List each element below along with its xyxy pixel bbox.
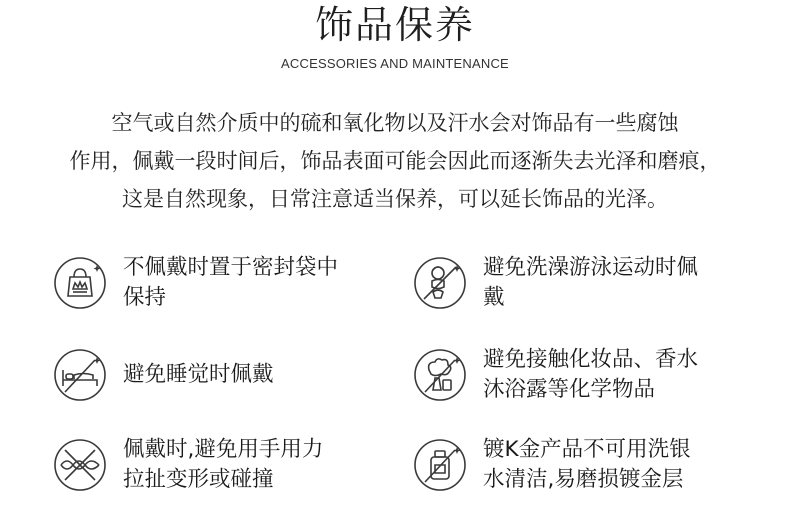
tip-text-line: 镀K金产品不可用洗银	[483, 437, 691, 462]
page-subtitle: ACCESSORIES AND MAINTENANCE	[281, 56, 509, 71]
storage-bag-icon	[53, 256, 107, 310]
tip-sealed-bag	[53, 248, 338, 318]
tip-text-line: 拉扯变形或碰撞	[123, 467, 274, 492]
no-sleeping-icon	[53, 348, 107, 402]
tip-text-line: 水清洁,易磨损镀金层	[483, 467, 684, 492]
tip-text-line: 避免接触化妆品、香水	[483, 347, 699, 372]
tip-text-line: 避免洗澡游泳运动时佩	[483, 255, 699, 280]
tip-text-line: 避免睡觉时佩戴	[123, 362, 274, 387]
tip-no-cosmetics	[413, 340, 698, 410]
tip-text-line: 沐浴露等化学物品	[483, 377, 656, 402]
tip-text-line: 佩戴时,避免用手用力	[123, 437, 324, 462]
no-cosmetics-icon	[413, 348, 467, 402]
intro-line: 作用，佩戴一段时间后，饰品表面可能会因此而逐渐失去光泽和磨痕，	[69, 149, 721, 173]
no-swimming-icon	[413, 256, 467, 310]
no-pulling-icon	[53, 438, 107, 492]
tip-no-silver-cleaner	[413, 430, 691, 500]
tip-no-swimming	[413, 248, 698, 318]
tip-no-sleeping	[53, 340, 274, 410]
tip-text-line: 保持	[123, 285, 167, 310]
tip-text-line: 不佩戴时置于密封袋中	[123, 255, 339, 280]
tip-text-line: 戴	[483, 285, 505, 310]
intro-paragraph	[0, 104, 790, 218]
tip-no-pulling	[53, 430, 323, 500]
intro-line: 这是自然现象，日常注意适当保养，可以延长饰品的光泽。	[122, 187, 668, 211]
no-silver-cleaner-icon	[413, 438, 467, 492]
intro-line: 空气或自然介质中的硫和氧化物以及汗水会对饰品有一些腐蚀	[111, 111, 679, 135]
page-title: 饰品保养	[314, 3, 475, 47]
